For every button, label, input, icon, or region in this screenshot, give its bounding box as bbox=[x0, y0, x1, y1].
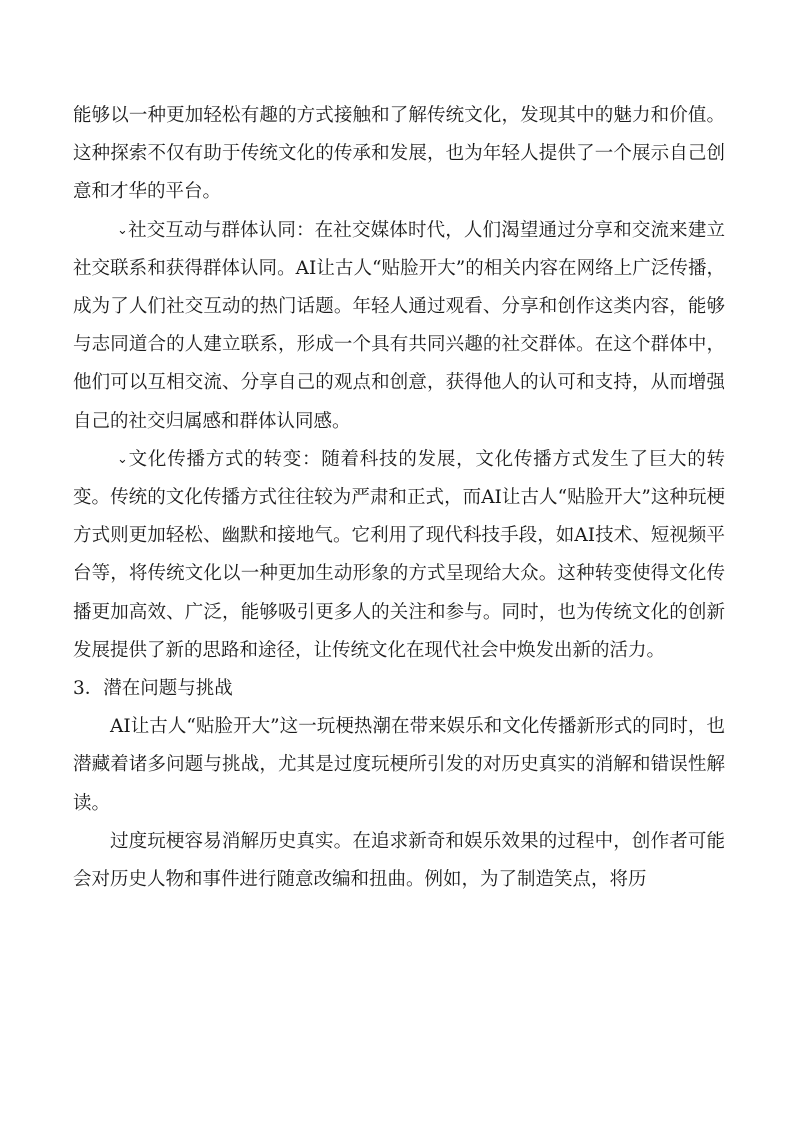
paragraph-over-meme: 过度玩梗容易消解历史真实。在追求新奇和娱乐效果的过程中，创作者可能会对历史人物和事件进行随意改编和扭曲。例如，为了制造笑点，将历 bbox=[73, 830, 725, 891]
document-body bbox=[73, 97, 725, 899]
paragraph-cultural-transmission-text: 文化传播方式的转变：随着科技的发展，文化传播方式发生了巨大的转变。传统的文化传播方式往往较为严肃和正式，而AI让古人“贴脸开大”这种玩梗方式则更加轻松、幽默和接地气。它利用了现代科技手段，如AI技术、短视频平台等，将传统文化以一种更加生动形象的方式呈现给大众。这种转变使得文化传播更加高效、广泛，能够吸引更多人的关注和参与。同时，也为传统文化的创新发展提供了新的思路和途径，让传统文化在现代社会中焕发出新的活力。 bbox=[73, 448, 725, 661]
paragraph-continuation: 能够以一种更加轻松有趣的方式接触和了解传统文化，发现其中的魅力和价值。这种探索不仅有助于传统文化的传承和发展，也为年轻人提供了一个展示自己创意和才华的平台。 bbox=[73, 105, 725, 203]
paragraph-social-interaction-text: 社交互动与群体认同：在社交媒体时代，人们渴望通过分享和交流来建立社交联系和获得群体认同。AI让古人“贴脸开大”的相关内容在网络上广泛传播，成为了人们社交互动的热门话题。年轻人通过观看、分享和创作这类内容，能够与志同道合的人建立联系，形成一个具有共同兴趣的社交群体。在这个群体中，他们可以互相交流、分享自己的观点和创意，获得他人的认可和支持，从而增强自己的社交归属感和群体认同感。 bbox=[73, 219, 725, 432]
section-heading: 3．潜在问题与挑战 bbox=[73, 678, 233, 700]
bullet-mark-icon: ⌄ bbox=[117, 222, 128, 238]
bullet-mark-icon: ⌄ bbox=[117, 451, 128, 467]
paragraph-challenges-intro: AI让古人“贴脸开大”这一玩梗热潮在带来娱乐和文化传播新形式的同时，也潜藏着诸多问题与挑战，尤其是过度玩梗所引发的对历史真实的消解和错误性解读。 bbox=[73, 716, 725, 814]
paragraph-social-interaction bbox=[73, 212, 725, 441]
paragraph-cultural-transmission bbox=[73, 441, 725, 670]
